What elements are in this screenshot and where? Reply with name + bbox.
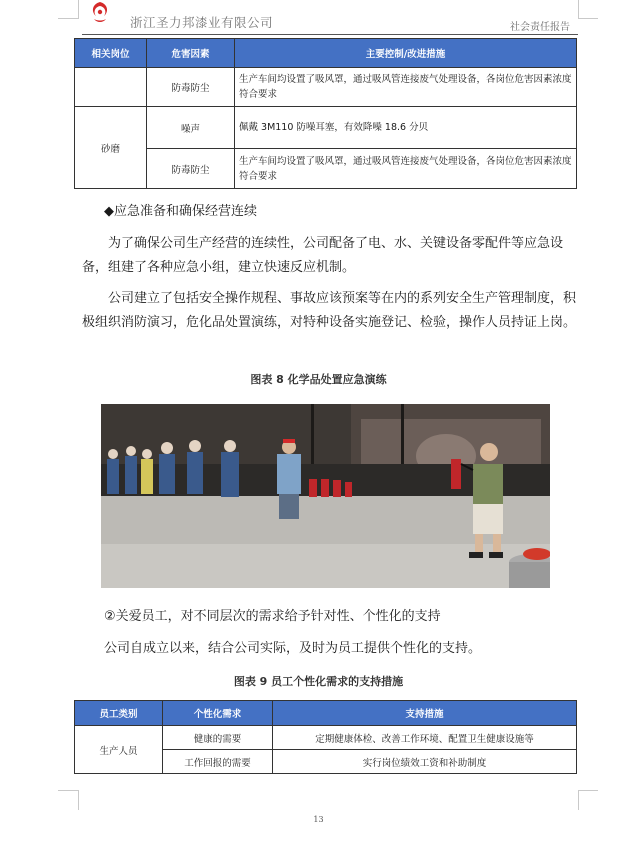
table-header-category: 员工类别 (75, 701, 163, 726)
table-header-need: 个性化需求 (163, 701, 273, 726)
paragraph-emergency: 为了确保公司生产经营的连续性，公司配备了电、水、关键设备零配件等应急设备，组建了各种应急小组，建立快速反应机制。 (82, 236, 564, 275)
table-cell-category: 生产人员 (75, 726, 163, 774)
table-cell-hazard: 防毒防尘 (147, 68, 235, 107)
page-header (82, 0, 578, 33)
paragraph-safety: 公司建立了包括安全操作规程、事故应该预案等在内的系列安全生产管理制度，积极组织消防演习，危化品处置演练，对特种设备实施登记、检验，操作人员持证上岗。 (82, 291, 577, 330)
header-divider (82, 34, 578, 35)
company-name: 浙江圣力邦漆业有限公司 (130, 15, 274, 30)
table-row (75, 726, 577, 750)
table-row (75, 149, 577, 189)
hazard-control-table (74, 38, 577, 189)
report-title: 社会责任报告 (510, 22, 570, 33)
corner-mark (578, 18, 598, 19)
table-header-hazard: 危害因素 (147, 39, 235, 68)
employee-support-table (74, 700, 577, 774)
table-cell-measure: 生产车间均设置了吸风罩，通过吸风管连接废气处理设备，各岗位危害因素浓度符合要求 (235, 149, 577, 189)
table-header-post: 相关岗位 (75, 39, 147, 68)
table-header-measure: 主要控制/改进措施 (235, 39, 577, 68)
corner-mark (78, 790, 79, 810)
paragraph-support: 公司自成立以来，结合公司实际，及时为员工提供个性化的支持。 (104, 641, 482, 656)
table-cell-post: 砂磨 (75, 107, 147, 189)
corner-mark (78, 0, 79, 19)
table-row (75, 107, 577, 149)
table-cell-support: 实行岗位绩效工资和补助制度 (273, 750, 577, 774)
table-row (75, 68, 577, 107)
table-cell-need: 健康的需要 (163, 726, 273, 750)
corner-mark (578, 790, 598, 791)
table-cell-hazard: 噪声 (147, 107, 235, 149)
figure-caption: 图表 8 化学品处置应急演练 (250, 373, 387, 386)
corner-mark (58, 18, 78, 19)
corner-mark (578, 790, 579, 810)
company-logo (88, 0, 112, 26)
table-header-support: 支持措施 (273, 701, 577, 726)
figure-caption: 图表 9 员工个性化需求的支持措施 (233, 675, 404, 688)
table-cell-post (75, 68, 147, 107)
table-cell-hazard: 防毒防尘 (147, 149, 235, 189)
corner-mark (58, 790, 78, 791)
table-cell-measure: 生产车间均设置了吸风罩，通过吸风管连接废气处理设备，各岗位危害因素浓度符合要求 (235, 68, 577, 107)
section-heading: ◆应急准备和确保经营连续 (104, 204, 257, 219)
emergency-drill-photo (101, 404, 550, 588)
corner-mark (578, 0, 579, 19)
page-number: 13 (313, 815, 324, 824)
table-cell-need: 工作回报的需要 (163, 750, 273, 774)
table-cell-support: 定期健康体检、改善工作环境、配置卫生健康设施等 (273, 726, 577, 750)
table-cell-measure: 佩戴 3M110 防噪耳塞，有效降噪 18.6 分贝 (235, 107, 577, 149)
subheading-employee-care: ②关爱员工，对不同层次的需求给予针对性、个性化的支持 (104, 609, 441, 624)
